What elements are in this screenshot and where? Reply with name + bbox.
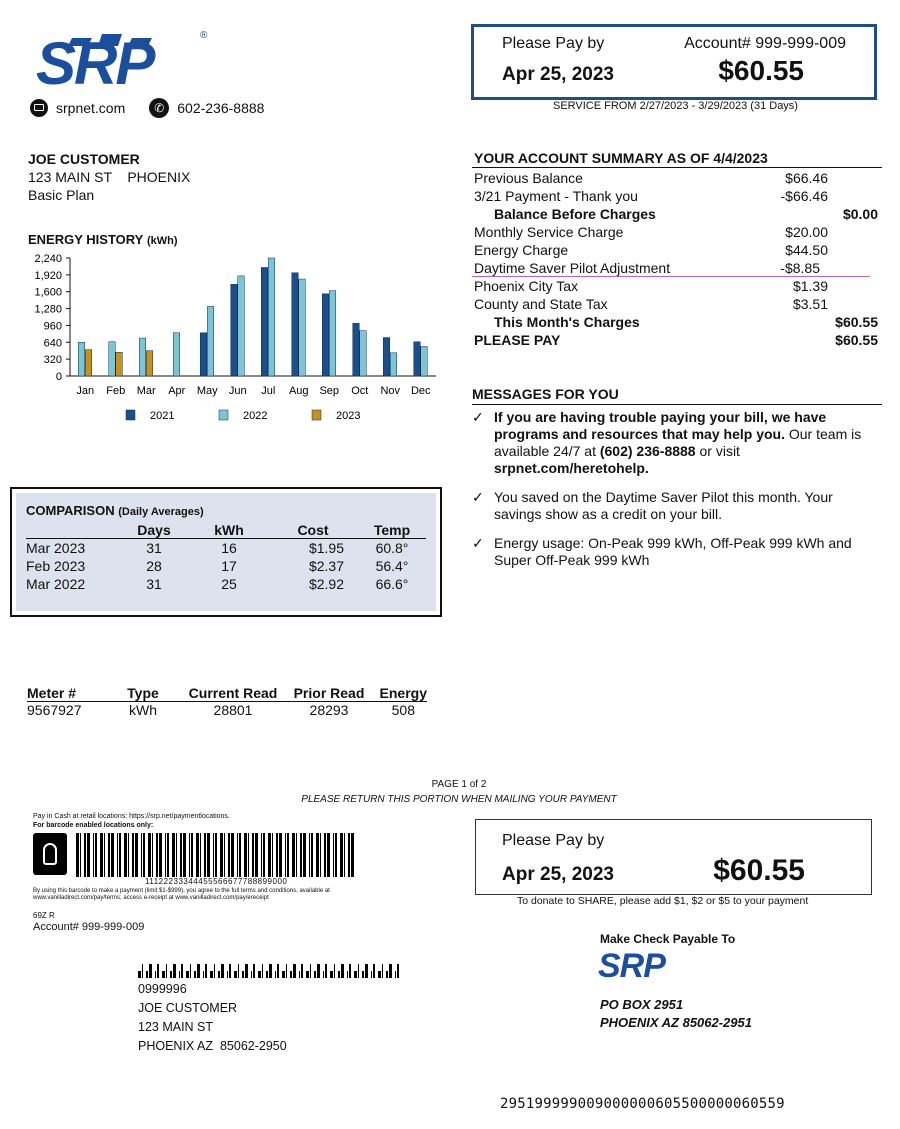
phone-number[interactable]: 602-236-8888	[177, 100, 265, 116]
bar-2022-Jul	[268, 258, 275, 376]
x-tick-label: Mar	[136, 385, 156, 397]
col-kwh: kWh	[214, 522, 244, 538]
x-tick-label: Jul	[261, 385, 276, 397]
x-tick-label: Apr	[168, 385, 186, 397]
comparison-table	[26, 522, 426, 593]
bar-2022-Aug	[299, 279, 306, 376]
message-2: You saved on the Daytime Saver Pilot this month. Your savings show as a credit on your bill.	[494, 489, 833, 522]
summary-row: 3/21 Payment - Thank you -$66.46	[474, 188, 828, 204]
messages-title: MESSAGES FOR YOU	[472, 386, 882, 405]
page-number: PAGE 1 of 2	[431, 779, 487, 790]
logo-text: SRP	[36, 30, 154, 97]
stub-due-date: Apr 25, 2023	[502, 864, 614, 885]
stub-account: Account# 999-999-009	[33, 921, 145, 933]
cash-note: Pay in Cash at retail locations: https://srp.net/paymentlocations.	[33, 813, 230, 820]
check-icon: ✓	[472, 409, 484, 425]
x-tick-label: Jun	[228, 385, 247, 397]
payment-barcode	[76, 833, 356, 877]
x-tick-label: Feb	[106, 385, 126, 397]
pay-box	[471, 24, 877, 100]
col-temp: Temp	[373, 522, 411, 538]
legend-label: 2022	[243, 410, 268, 422]
barcode-number: 11122233344455566677788899000	[145, 877, 288, 886]
summary-row: Previous Balance $66.46	[474, 170, 828, 186]
stub-code: 69Z R	[33, 911, 55, 920]
bar-2022-Sep	[329, 291, 336, 376]
comparison-subtitle: (Daily Averages)	[118, 506, 204, 518]
bar-2021-Jun	[231, 284, 238, 376]
x-tick-label: Jan	[76, 385, 95, 397]
account-number: Account# 999-999-009	[684, 35, 846, 52]
registered-mark: ®	[200, 30, 208, 41]
x-tick-label: Oct	[351, 385, 369, 397]
bar-2022-Dec	[421, 347, 428, 377]
x-tick-label: Aug	[288, 385, 309, 397]
comparison-row: Feb 2023 28 17 $2.37 56.4°	[26, 558, 409, 574]
y-tick-label: 640	[43, 337, 62, 350]
bar-2021-Sep	[322, 294, 329, 376]
stub-please-pay-by: Please Pay by	[502, 832, 605, 849]
legend-swatch-2022	[219, 410, 228, 420]
col-days: Days	[137, 522, 171, 538]
x-tick-label: Nov	[380, 385, 401, 397]
meter-row: 9567927 kWh 28801 28293 508	[27, 702, 415, 718]
comparison-row: Mar 2022 31 25 $2.92 66.6°	[26, 576, 409, 592]
legend-label: 2023	[336, 410, 361, 422]
bar-2021-Dec	[414, 342, 421, 376]
customer-address: 123 MAIN ST PHOENIX	[28, 169, 191, 185]
meter-table: Meter # Type Current Read Prior Read Energy 9567927 kWh 28801 28293 508	[27, 685, 427, 718]
bar-2021-Nov	[383, 338, 390, 376]
monitor-icon	[30, 99, 48, 117]
due-date: Apr 25, 2023	[502, 64, 614, 85]
stub-pay-box	[475, 819, 872, 895]
chart-title-unit: (kWh)	[146, 235, 178, 247]
col-cost: Cost	[297, 522, 329, 538]
bar-2023-Mar	[146, 351, 153, 376]
check-icon: ✓	[472, 535, 484, 551]
y-tick-label: 1,280	[34, 303, 62, 316]
comparison-row: Mar 2023 31 16 $1.95 60.8°	[26, 540, 409, 556]
x-tick-label: Dec	[410, 385, 431, 397]
donate-note: To donate to SHARE, please add $1, $2 or $5 to your payment	[517, 895, 809, 907]
summary-row: Daytime Saver Pilot Adjustment -$8.85	[472, 259, 870, 277]
barcode-logo-icon	[33, 833, 67, 875]
mail-city: PHOENIX AZ 85062-2950	[138, 1039, 287, 1053]
summary-row: Energy Charge $44.50	[474, 242, 828, 258]
summary-row: Monthly Service Charge $20.00	[474, 224, 828, 240]
po-box: PO BOX 2951	[600, 997, 684, 1012]
make-check-label: Make Check Payable To	[600, 932, 736, 946]
mail-code: 0999996	[138, 982, 187, 996]
customer-name: JOE CUSTOMER	[28, 151, 140, 167]
stub-amount: $60.55	[713, 854, 805, 887]
energy-history	[28, 232, 438, 432]
bar-2022-Feb	[109, 342, 116, 376]
chart-title: ENERGY HISTORY	[28, 232, 144, 247]
bar-2023-Feb	[116, 352, 123, 376]
return-note: PLEASE RETURN THIS PORTION WHEN MAILING YOUR PAYMENT	[301, 794, 617, 805]
y-tick-label: 2,240	[34, 253, 62, 265]
comparison-box	[10, 487, 442, 617]
bar-2021-Jul	[261, 267, 268, 376]
bar-2022-Jan	[78, 342, 85, 376]
bar-2023-Jan	[85, 350, 92, 376]
mail-name: JOE CUSTOMER	[138, 1001, 238, 1015]
y-tick-label: 1,920	[34, 269, 62, 282]
y-tick-label: 320	[43, 354, 62, 367]
bar-2022-Apr	[173, 333, 180, 376]
phone-icon: ✆	[149, 98, 169, 118]
service-period: SERVICE FROM 2/27/2023 - 3/29/2023 (31 Days)	[553, 100, 798, 112]
summary-row: This Month's Charges $60.55	[494, 314, 878, 330]
please-pay-by-label: Please Pay by	[502, 35, 605, 52]
bar-2022-Jun	[238, 276, 245, 376]
stub-srp-logo: SRP	[598, 947, 665, 985]
summary-row: PLEASE PAY $60.55	[474, 332, 878, 348]
bar-2021-Oct	[353, 323, 360, 376]
srp-logo	[32, 28, 212, 97]
bar-2022-Nov	[390, 353, 397, 376]
summary-row: Phoenix City Tax $1.39	[474, 278, 828, 294]
amount-due: $60.55	[718, 55, 804, 86]
y-tick-label: 0	[55, 371, 62, 383]
summary-row: County and State Tax $3.51	[474, 296, 828, 312]
summary-title: YOUR ACCOUNT SUMMARY AS OF 4/4/2023	[472, 150, 882, 168]
x-tick-label: May	[196, 385, 218, 397]
y-tick-label: 1,600	[34, 286, 62, 299]
message-1: If you are having trouble paying your bill, we have programs and resources that may help you. Our team is available 24/7 at (602) 236-8888 or visit srpnet.com/heretohelp.	[494, 409, 862, 476]
comparison-title: COMPARISON	[26, 503, 115, 518]
message-3: Energy usage: On-Peak 999 kWh, Off-Peak 999 kWh and Super Off-Peak 999 kWh	[494, 535, 852, 568]
bar-2022-Mar	[139, 338, 146, 376]
y-tick-label: 960	[43, 320, 62, 333]
legend-swatch-2023	[312, 410, 321, 420]
website-link[interactable]: srpnet.com	[56, 100, 126, 116]
account-summary	[472, 150, 878, 349]
barcode-terms: By using this barcode to make a payment (limit $1-$999), you agree to the full terms and conditions, available at www.vanilladirect.com/pay/terms; access e-receipt at www.vanilladirect.com/pay/ereceipt	[33, 888, 330, 901]
postal-barcode	[138, 962, 430, 978]
messages	[472, 386, 882, 569]
energy-chart	[28, 252, 438, 432]
legend-swatch-2021	[126, 410, 135, 420]
mail-street: 123 MAIN ST	[138, 1020, 214, 1034]
bar-2021-Aug	[292, 273, 299, 376]
bar-2022-May	[207, 306, 214, 376]
customer-plan: Basic Plan	[28, 187, 95, 203]
scan-line: 295199999009000000605500000060559	[500, 1096, 785, 1112]
bar-2022-Oct	[360, 331, 367, 376]
bar-2021-May	[200, 333, 207, 376]
po-city: PHOENIX AZ 85062-2951	[600, 1015, 752, 1030]
summary-row: Balance Before Charges $0.00	[494, 206, 878, 222]
barcode-note: For barcode enabled locations only:	[33, 822, 154, 829]
x-tick-label: Sep	[319, 385, 340, 397]
check-icon: ✓	[472, 489, 484, 505]
legend-label: 2021	[150, 410, 175, 422]
